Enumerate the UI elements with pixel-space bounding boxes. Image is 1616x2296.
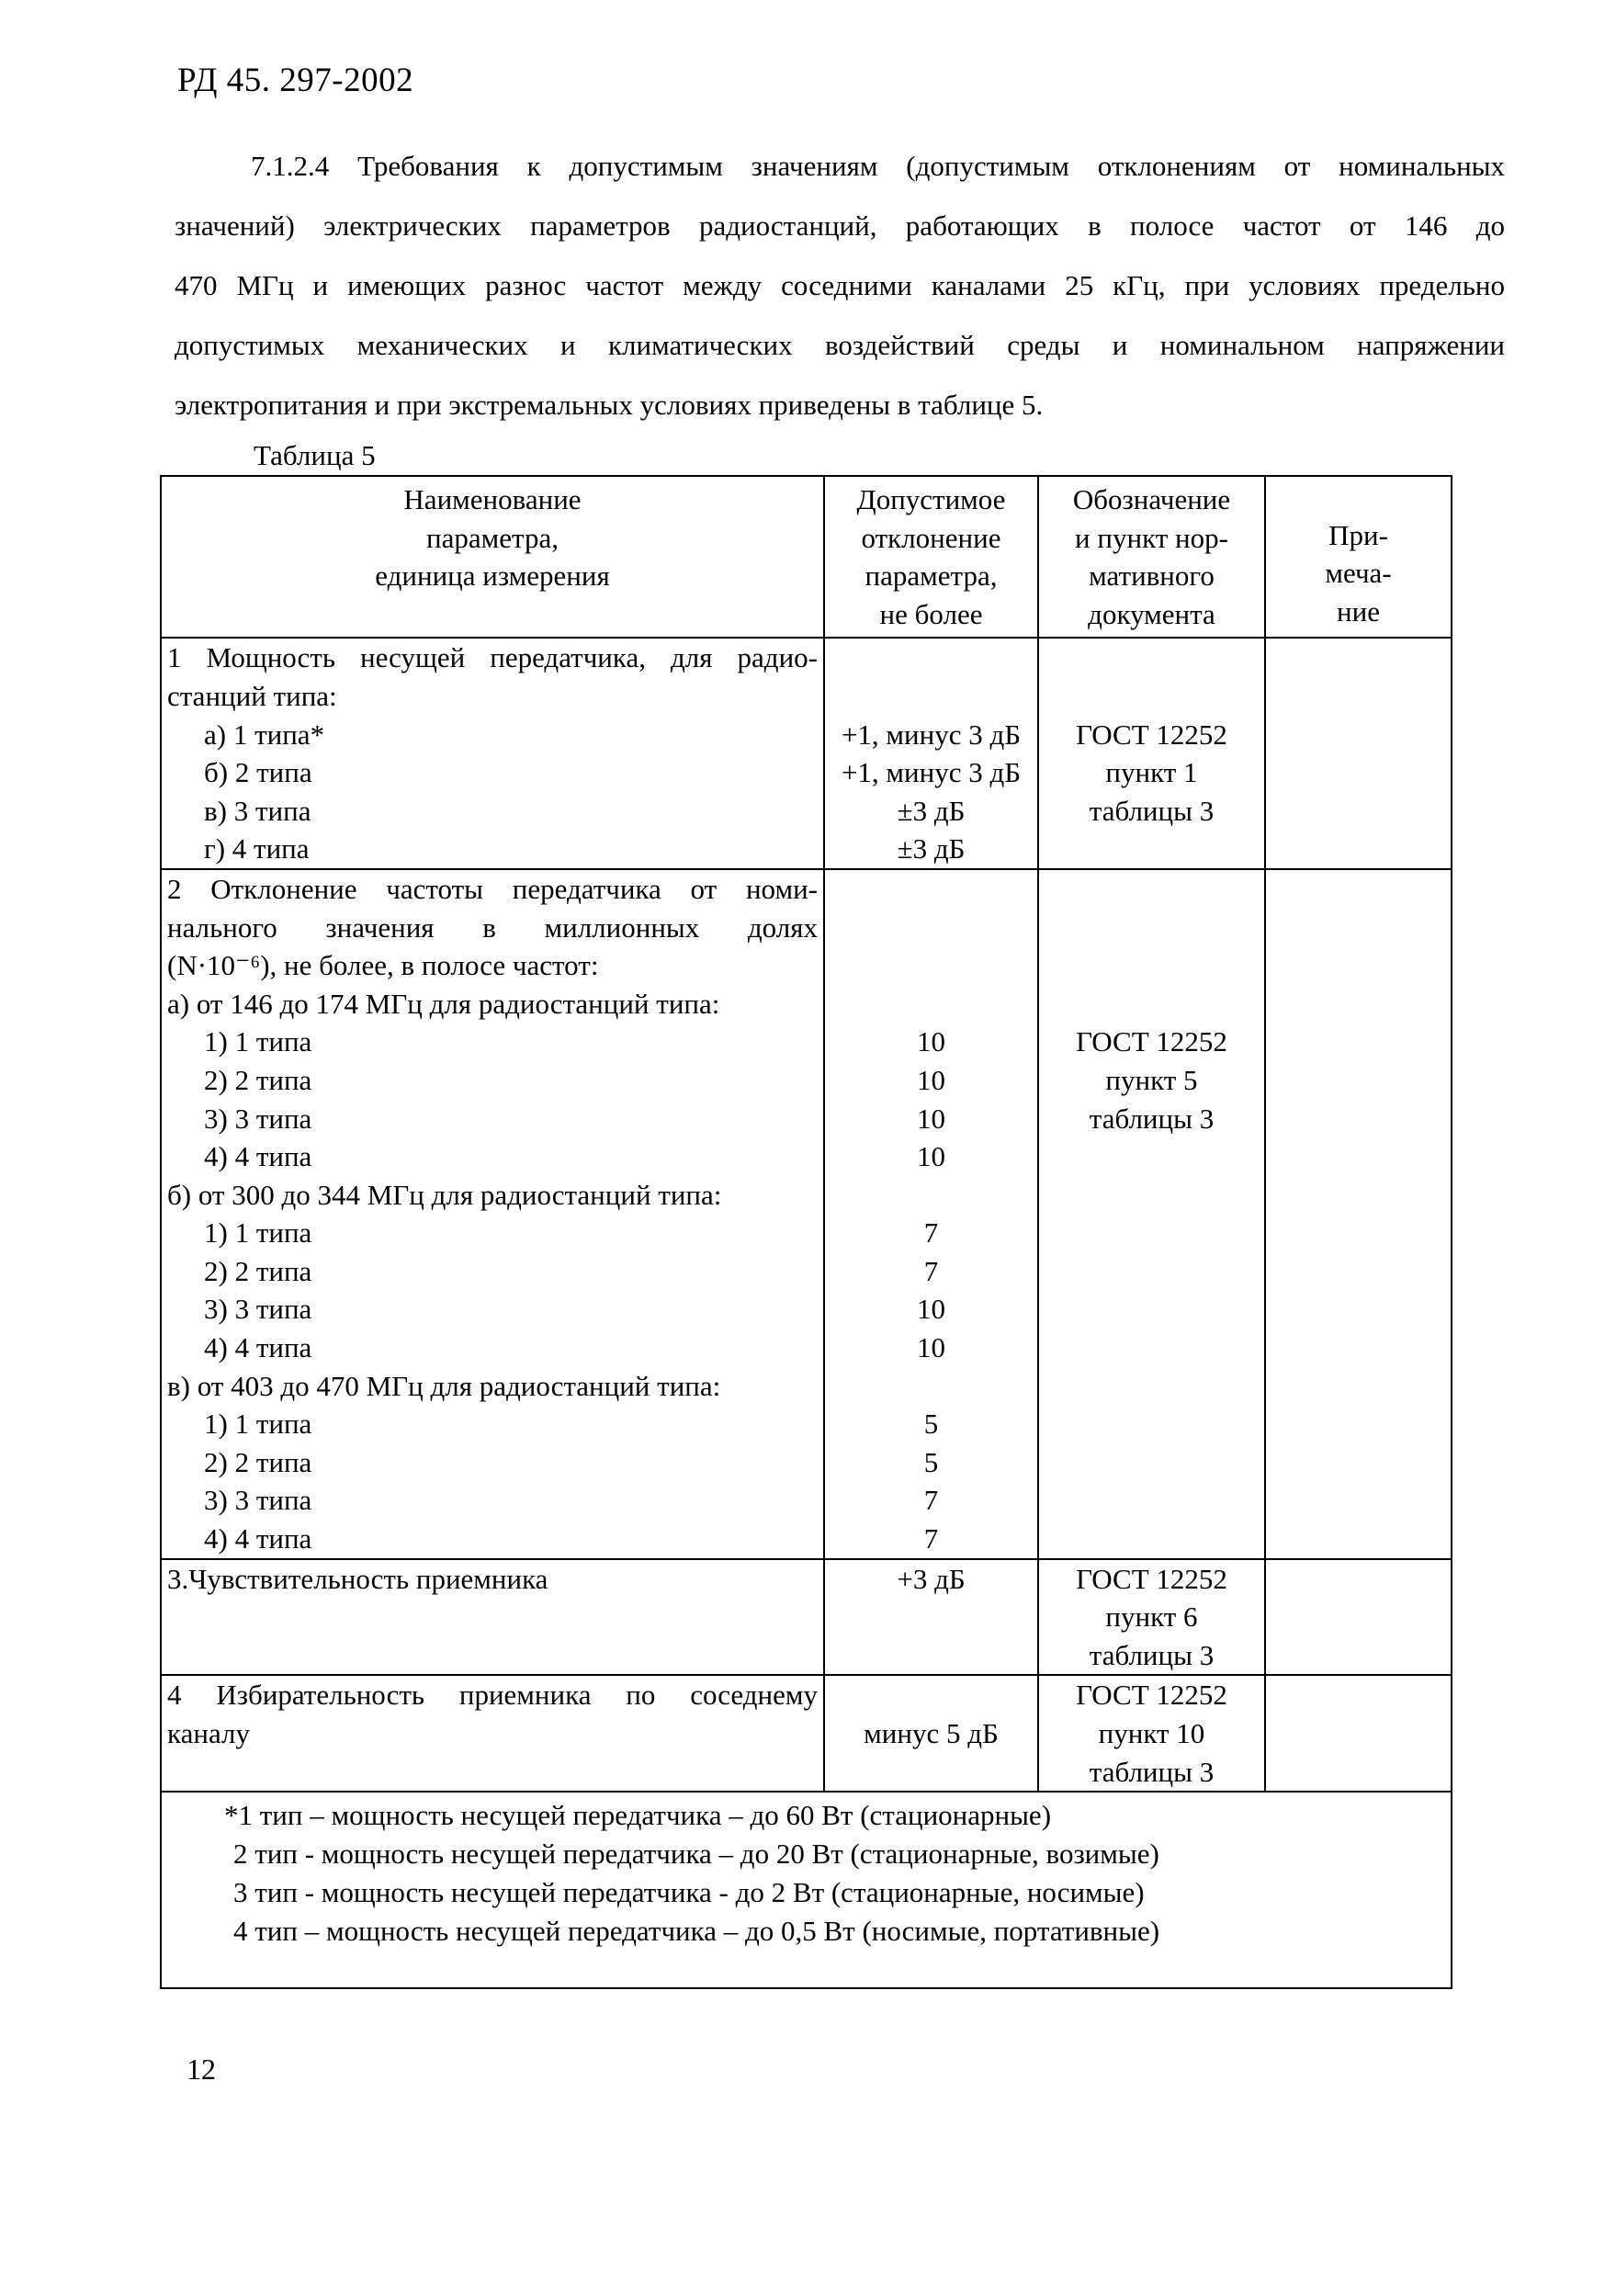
page-number: 12 [186,2053,216,2086]
param-line: 3) 3 типа [204,1293,312,1326]
header-note [1265,476,1452,638]
header-tolerance [824,476,1038,638]
value-line [831,870,1032,909]
value-line: 10 [917,1063,945,1096]
param-line: 1) 1 типа [204,1408,312,1441]
param-line: 4 Избирательность приемника по соседнему [167,1679,818,1712]
document-code: РД 45. 297-2002 [177,62,414,99]
header-text: параметра, [865,560,998,593]
ref-line: ГОСТ 12252 [1076,718,1227,751]
ref-line [1045,677,1259,716]
ref-line: таблицы 3 [1089,1102,1215,1135]
ref-line [1045,870,1259,909]
param-line: б) от 300 до 344 МГц для радиостанций типа: [167,1178,722,1211]
value-line [831,946,1032,985]
param-line: 2 Отклонение частоты передатчика от номи- [167,872,818,905]
param-line: 1) 1 типа [204,1216,312,1250]
ref-line [1045,639,1259,677]
value-line [831,639,1032,677]
ref-cell [1038,1675,1265,1792]
footnote-line: 2 тип - мощность несущей передатчика – до 20 Вт (стационарные, возимые) [233,1838,1159,1871]
param-line: 4) 4 типа [204,1140,312,1173]
value-line: +3 дБ [897,1562,966,1595]
param-line: 3) 3 типа [204,1484,312,1517]
param-line: каналу [167,1717,250,1749]
value-line: 5 [923,1445,939,1478]
param-line: в) 3 типа [204,794,311,827]
header-text: единица измерения [375,560,610,593]
param-line: в) от 403 до 470 МГц для радиостанций типа: [167,1369,721,1402]
header-text: не более [879,597,983,630]
ref-line: пункт 5 [1105,1063,1198,1096]
value-line [831,1676,1032,1714]
param-line: 4) 4 типа [204,1522,312,1555]
param-line: а) 1 типа* [204,718,325,751]
table-caption: Таблица 5 [254,439,376,471]
table-row [161,869,1452,1559]
param-cell [161,869,824,1559]
value-line: 10 [917,1025,945,1058]
value-line [831,909,1032,947]
paragraph-line: 7.1.2.4 Требования к допустимым значениям (допустимым отклонениям от номинальных [251,150,1505,182]
note-cell [1265,638,1452,869]
note-cell [1265,1559,1452,1676]
table-footnote-row [161,1792,1452,1988]
header-text: меча- [1325,557,1392,590]
value-line: 10 [917,1293,945,1326]
header-text: параметра, [426,521,559,554]
param-line: 3) 3 типа [204,1102,312,1135]
value-line [831,1367,1032,1406]
paragraph-line: допустимых механических и климатических воздействий среды и номинальном напряжении [175,329,1505,361]
ref-line: пункт 6 [1105,1600,1198,1634]
header-text: При- [1328,518,1388,551]
header-text: документа [1088,597,1215,630]
param-line: станций типа: [167,679,337,712]
value-line: 7 [923,1216,939,1250]
parameters-table [160,475,1452,1989]
param-cell [161,1559,824,1676]
value-line: 10 [917,1102,945,1135]
footnote-cell [161,1792,1452,1988]
table-row [161,1675,1452,1792]
param-line: 2) 2 типа [204,1254,312,1287]
param-line: 1 Мощность несущей передатчика, для радио- [167,641,818,674]
param-line: 4) 4 типа [204,1331,312,1364]
value-line [831,677,1032,716]
value-line: 5 [923,1408,939,1441]
ref-line [1045,985,1259,1024]
body-paragraph [175,136,1505,435]
header-text: и пункт нор- [1075,521,1228,554]
header-text: Допустимое [856,483,1006,515]
value-line: 10 [917,1331,945,1364]
param-line: 1) 1 типа [204,1025,312,1058]
param-line: а) от 146 до 174 МГц для радиостанций типа: [167,987,720,1020]
header-parameter [161,476,824,638]
header-text: отклонение [861,521,1001,554]
header-text: ние [1337,594,1380,628]
value-line: ±3 дБ [897,832,966,865]
value-cell [824,1675,1038,1792]
param-line: нального значения в миллионных долях [167,910,818,944]
value-line: 10 [917,1140,945,1173]
ref-line: пункт 10 [1098,1717,1205,1749]
table-header-row [161,476,1452,638]
ref-line: пункт 1 [1105,756,1198,789]
value-line: +1, минус 3 дБ [841,756,1022,789]
note-cell [1265,1675,1452,1792]
header-reference [1038,476,1265,638]
param-line: б) 2 типа [204,756,312,789]
value-cell [824,869,1038,1559]
value-line: 7 [923,1522,939,1555]
ref-line: таблицы 3 [1089,1638,1215,1671]
paragraph-line: значений) электрических параметров радиостанций, работающих в полосе частот от 146 до [175,209,1505,242]
ref-cell [1038,638,1265,869]
ref-line: таблицы 3 [1089,1755,1215,1788]
param-line: г) 4 типа [204,832,310,865]
ref-line [1045,909,1259,947]
header-text: мативного [1089,560,1215,593]
ref-cell [1038,869,1265,1559]
header-text: Наименование [403,483,582,515]
header-text: Обозначение [1072,483,1231,515]
value-line: 7 [923,1254,939,1287]
value-line: 7 [923,1484,939,1517]
param-line: 3.Чувствительность приемника [167,1562,548,1595]
ref-line: таблицы 3 [1089,794,1215,827]
param-line: (N·10⁻⁶), не более, в полосе частот: [167,949,599,982]
ref-line [1045,830,1259,868]
param-line: 2) 2 типа [204,1445,312,1478]
ref-line: ГОСТ 12252 [1076,1562,1227,1595]
ref-line [1045,946,1259,985]
footnote-line: 4 тип – мощность несущей передатчика – до 0,5 Вт (носимые, портативные) [233,1915,1160,1948]
value-cell [824,638,1038,869]
value-line: +1, минус 3 дБ [841,718,1022,751]
value-line [831,1176,1032,1215]
param-cell [161,1675,824,1792]
param-line: 2) 2 типа [204,1063,312,1096]
footnote-line: *1 тип – мощность несущей передатчика – до 60 Вт (стационарные) [224,1799,1052,1832]
ref-line: ГОСТ 12252 [1076,1025,1227,1058]
paragraph-line: электропитания и при экстремальных условиях приведены в таблице 5. [175,389,1044,421]
value-line: ±3 дБ [897,794,966,827]
note-cell [1265,869,1452,1559]
value-line [831,985,1032,1024]
paragraph-line: 470 МГц и имеющих разнос частот между соседними каналами 25 кГц, при условиях предельно [175,269,1505,301]
value-line: минус 5 дБ [864,1717,999,1749]
table-row [161,638,1452,869]
ref-line: ГОСТ 12252 [1076,1679,1227,1712]
table-row [161,1559,1452,1676]
ref-cell [1038,1559,1265,1676]
param-cell [161,638,824,869]
footnote-line: 3 тип - мощность несущей передатчика - до 2 Вт (стационарные, носимые) [233,1876,1145,1909]
value-cell [824,1559,1038,1676]
